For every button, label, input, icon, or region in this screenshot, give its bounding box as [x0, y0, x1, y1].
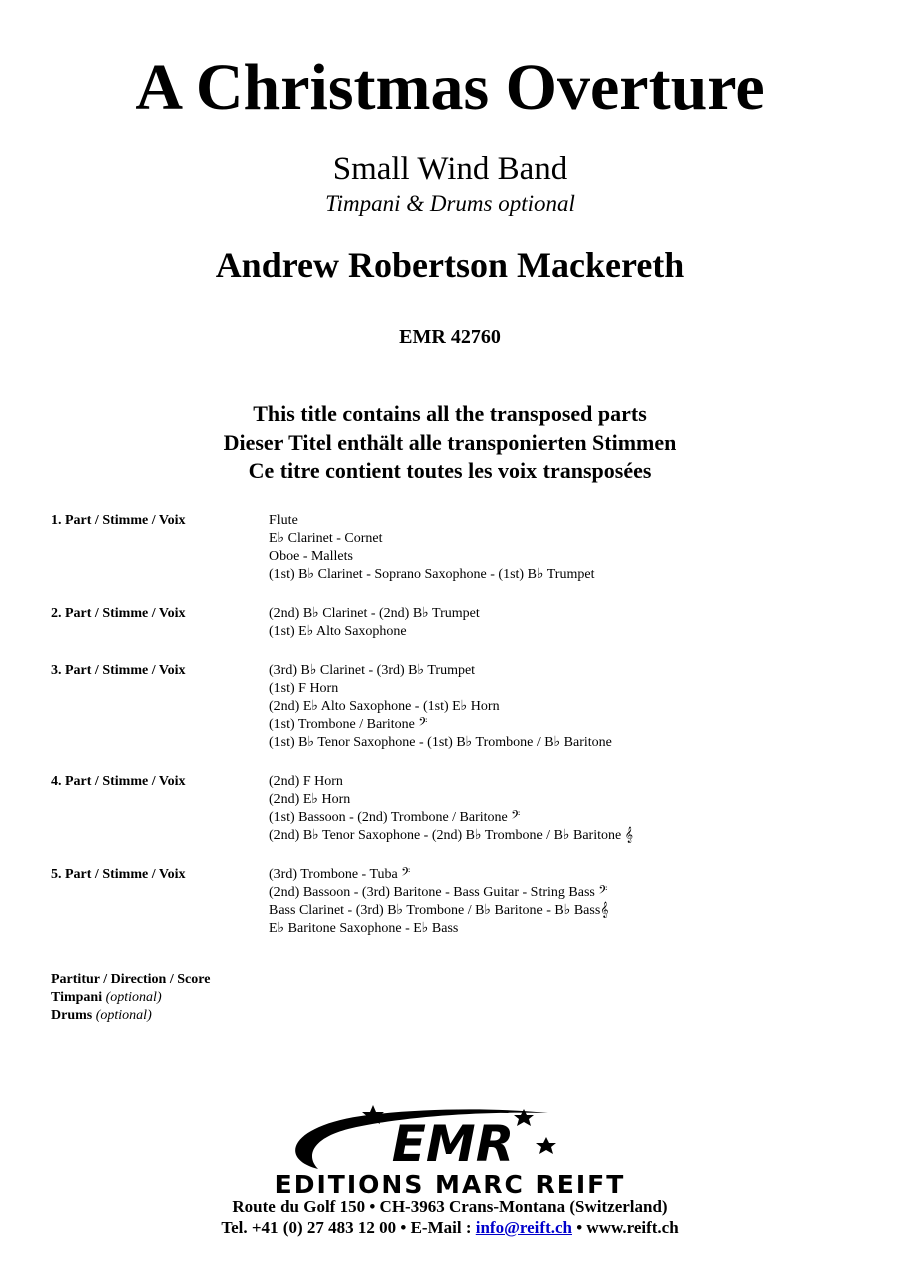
score-label: Partitur / Direction / Score [51, 972, 211, 987]
instrument-line: (1st) B♭ Clarinet - Soprano Saxophone - (1st) B♭ Trumpet [269, 567, 595, 582]
publisher-name: EDITIONS MARC REIFT [274, 1170, 626, 1199]
part-group-5 [51, 866, 871, 938]
part-label: 2. Part / Stimme / Voix [51, 606, 186, 621]
composer-name: Andrew Robertson Mackereth [215, 245, 685, 285]
part-label: 4. Part / Stimme / Voix [51, 774, 186, 789]
contact-phone: Tel. +41 (0) 27 483 12 00 • E-Mail : [221, 1218, 476, 1237]
instrument-line: (2nd) E♭ Horn [269, 792, 351, 807]
logo-letters: EMR [391, 1115, 515, 1171]
star-icon [536, 1137, 556, 1154]
instrument-line: (1st) B♭ Tenor Saxophone - (1st) B♭ Trombone / B♭ Baritone [269, 735, 612, 750]
catalog-number: EMR 42760 [399, 326, 501, 348]
instrument-line: (1st) E♭ Alto Saxophone [269, 624, 407, 639]
timpani-optional-note: (optional) [105, 990, 162, 1005]
ensemble-subtitle: Small Wind Band [332, 151, 568, 187]
instrument-line: (1st) Trombone / Baritone 𝄢 [269, 717, 428, 732]
part-instruments [269, 866, 609, 938]
timpani-label: Timpani [51, 990, 103, 1005]
part-label: 5. Part / Stimme / Voix [51, 867, 186, 882]
part-group-1 [51, 512, 871, 584]
instrument-line: (1st) F Horn [269, 681, 339, 696]
publisher-contact [0, 1217, 900, 1239]
drums-optional-note: (optional) [95, 1008, 152, 1023]
publisher-address: Route du Golf 150 • CH-3963 Crans-Montana (Switzerland) [232, 1197, 668, 1216]
drums-label: Drums [51, 1008, 93, 1023]
part-instruments [269, 605, 480, 641]
instrument-line: (2nd) E♭ Alto Saxophone - (1st) E♭ Horn [269, 699, 500, 714]
part-group-3 [51, 662, 871, 752]
part-group-2 [51, 605, 871, 641]
page-title: A Christmas Overture [135, 51, 765, 124]
part-instruments [269, 662, 612, 752]
instrument-line: Flute [269, 513, 298, 528]
instrument-line: (3rd) Trombone - Tuba 𝄢 [269, 867, 411, 882]
instrument-line: (3rd) B♭ Clarinet - (3rd) B♭ Trumpet [269, 663, 476, 678]
part-label: 1. Part / Stimme / Voix [51, 513, 186, 528]
instrument-line: (2nd) B♭ Tenor Saxophone - (2nd) B♭ Trombone / B♭ Baritone 𝄞 [269, 828, 633, 843]
notice-line-fr: Ce titre contient toutes les voix transposées [248, 458, 652, 483]
instrument-line: Oboe - Mallets [269, 549, 353, 564]
parts-list [51, 512, 871, 938]
instrument-line: (2nd) F Horn [269, 774, 343, 789]
instrumentation-note: Timpani & Drums optional [325, 191, 575, 216]
emr-logo [248, 1103, 656, 1171]
notice-line-de: Dieser Titel enthält alle transponierten Stimmen [223, 429, 677, 455]
instrument-line: Bass Clarinet - (3rd) B♭ Trombone / B♭ Baritone - B♭ Bass𝄞 [269, 903, 609, 918]
instrument-line: (2nd) B♭ Clarinet - (2nd) B♭ Trumpet [269, 606, 480, 621]
part-group-4 [51, 773, 871, 845]
transposed-parts-notice [0, 400, 900, 486]
instrument-line: E♭ Clarinet - Cornet [269, 531, 383, 546]
notice-line-en: This title contains all the transposed parts [253, 401, 647, 426]
instrument-line: E♭ Baritone Saxophone - E♭ Bass [269, 921, 459, 936]
instrument-line: (1st) Bassoon - (2nd) Trombone / Baritone 𝄢 [269, 810, 521, 825]
additional-parts [51, 971, 210, 1025]
part-label: 3. Part / Stimme / Voix [51, 663, 186, 678]
drums-line [51, 1007, 210, 1025]
timpani-line [51, 989, 210, 1007]
part-instruments [269, 773, 633, 845]
part-instruments [269, 512, 594, 584]
contact-website: • www.reift.ch [571, 1218, 679, 1237]
email-link[interactable]: info@reift.ch [475, 1218, 572, 1237]
instrument-line: (2nd) Bassoon - (3rd) Baritone - Bass Guitar - String Bass 𝄢 [269, 885, 608, 900]
